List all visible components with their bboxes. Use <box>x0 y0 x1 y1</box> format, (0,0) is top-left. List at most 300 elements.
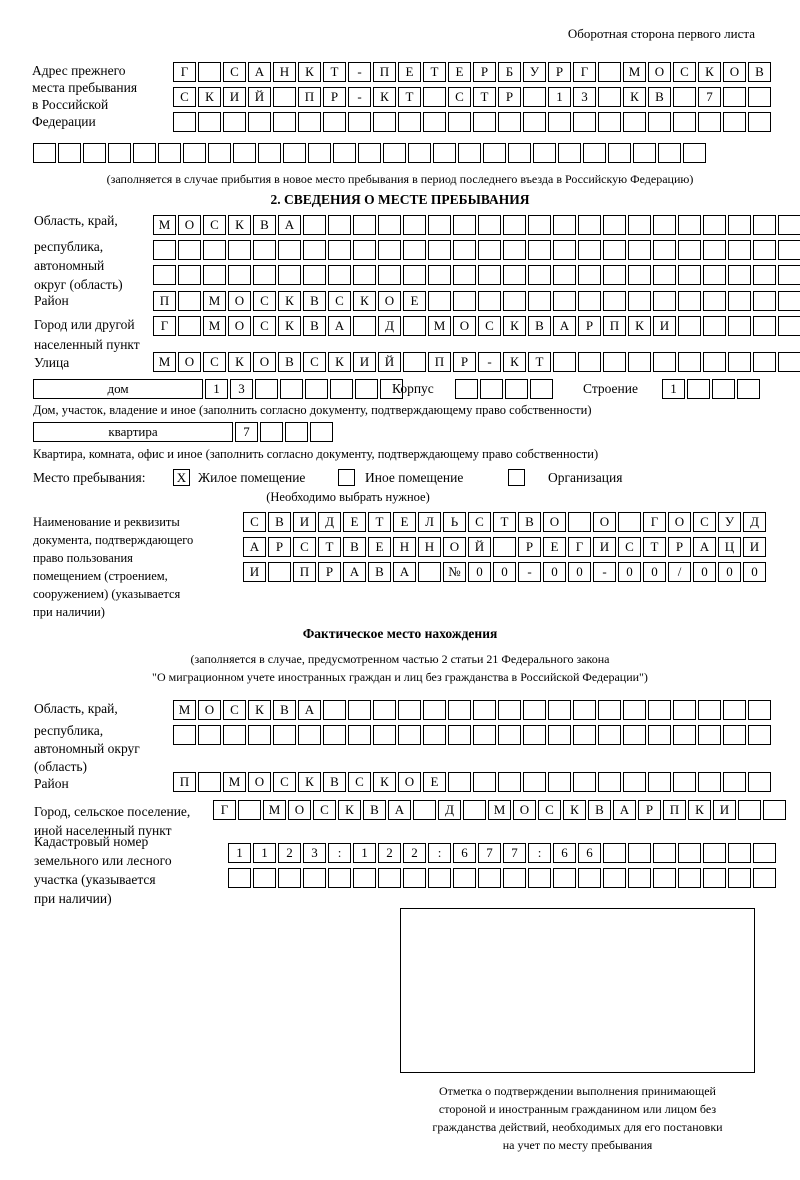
char-cell[interactable]: М <box>203 291 226 311</box>
char-cell[interactable]: Р <box>473 62 496 82</box>
char-cell[interactable]: И <box>743 537 766 557</box>
char-cell[interactable]: А <box>693 537 716 557</box>
char-cell[interactable]: Й <box>248 87 271 107</box>
char-cell[interactable] <box>178 240 201 260</box>
char-cell[interactable]: О <box>443 537 466 557</box>
char-cell[interactable]: В <box>588 800 611 820</box>
char-cell[interactable] <box>528 291 551 311</box>
char-cell[interactable] <box>58 143 81 163</box>
char-cell[interactable] <box>403 265 426 285</box>
checkbox-other-premises[interactable] <box>338 469 355 486</box>
char-cell[interactable] <box>473 772 496 792</box>
char-cell[interactable]: И <box>353 352 376 372</box>
char-cell[interactable] <box>273 725 296 745</box>
char-cell[interactable] <box>753 316 776 336</box>
char-cell[interactable] <box>503 868 526 888</box>
char-cell[interactable] <box>355 379 378 399</box>
char-cell[interactable]: А <box>243 537 266 557</box>
char-cell[interactable] <box>628 215 651 235</box>
char-cell[interactable]: К <box>198 87 221 107</box>
stamp-area[interactable] <box>400 908 755 1073</box>
char-cell[interactable]: 6 <box>578 843 601 863</box>
char-cell[interactable] <box>418 562 441 582</box>
char-cell[interactable] <box>478 240 501 260</box>
char-cell[interactable] <box>698 700 721 720</box>
char-cell[interactable]: С <box>203 215 226 235</box>
char-cell[interactable] <box>413 800 436 820</box>
char-cell[interactable]: Е <box>393 512 416 532</box>
char-cell[interactable]: С <box>348 772 371 792</box>
char-cell[interactable] <box>228 240 251 260</box>
char-cell[interactable] <box>428 240 451 260</box>
char-cell[interactable] <box>305 379 328 399</box>
char-cell[interactable] <box>458 143 481 163</box>
char-cell[interactable] <box>278 265 301 285</box>
char-cell[interactable]: К <box>228 215 251 235</box>
char-cell[interactable]: С <box>223 700 246 720</box>
char-cell[interactable]: В <box>648 87 671 107</box>
char-cell[interactable]: О <box>593 512 616 532</box>
char-cell[interactable]: П <box>173 772 196 792</box>
char-cell[interactable]: 1 <box>205 379 228 399</box>
char-cell[interactable] <box>273 112 296 132</box>
char-cell[interactable] <box>133 143 156 163</box>
char-cell[interactable] <box>453 240 476 260</box>
char-cell[interactable]: - <box>478 352 501 372</box>
char-cell[interactable] <box>178 265 201 285</box>
char-cell[interactable]: № <box>443 562 466 582</box>
char-cell[interactable]: Р <box>453 352 476 372</box>
char-cell[interactable] <box>728 316 751 336</box>
char-cell[interactable] <box>673 725 696 745</box>
char-cell[interactable] <box>678 316 701 336</box>
char-cell[interactable]: О <box>248 772 271 792</box>
char-cell[interactable] <box>83 143 106 163</box>
char-cell[interactable] <box>748 772 771 792</box>
char-cell[interactable]: / <box>668 562 691 582</box>
char-cell[interactable] <box>528 265 551 285</box>
char-cell[interactable]: С <box>243 512 266 532</box>
char-cell[interactable] <box>308 143 331 163</box>
char-cell[interactable]: А <box>613 800 636 820</box>
char-cell[interactable] <box>493 537 516 557</box>
char-cell[interactable] <box>678 240 701 260</box>
char-cell[interactable] <box>728 291 751 311</box>
char-cell[interactable] <box>258 143 281 163</box>
char-cell[interactable] <box>373 112 396 132</box>
char-cell[interactable] <box>323 725 346 745</box>
char-cell[interactable]: С <box>468 512 491 532</box>
char-cell[interactable] <box>178 291 201 311</box>
char-cell[interactable]: С <box>693 512 716 532</box>
char-cell[interactable]: Д <box>743 512 766 532</box>
char-cell[interactable] <box>678 843 701 863</box>
char-cell[interactable]: 1 <box>548 87 571 107</box>
char-cell[interactable]: К <box>353 291 376 311</box>
char-cell[interactable]: С <box>203 352 226 372</box>
char-cell[interactable]: Л <box>418 512 441 532</box>
char-cell[interactable] <box>608 143 631 163</box>
char-cell[interactable] <box>378 240 401 260</box>
char-cell[interactable] <box>523 112 546 132</box>
char-cell[interactable] <box>687 379 710 399</box>
char-cell[interactable] <box>323 112 346 132</box>
char-cell[interactable]: Т <box>473 87 496 107</box>
char-cell[interactable] <box>528 215 551 235</box>
char-cell[interactable]: М <box>428 316 451 336</box>
char-cell[interactable] <box>310 422 333 442</box>
char-cell[interactable] <box>33 143 56 163</box>
char-cell[interactable] <box>448 772 471 792</box>
char-cell[interactable] <box>603 352 626 372</box>
char-cell[interactable] <box>698 725 721 745</box>
char-cell[interactable]: И <box>223 87 246 107</box>
char-cell[interactable] <box>353 265 376 285</box>
char-cell[interactable]: М <box>153 352 176 372</box>
char-cell[interactable] <box>603 291 626 311</box>
char-cell[interactable]: Е <box>368 537 391 557</box>
char-cell[interactable] <box>498 725 521 745</box>
char-cell[interactable]: Д <box>318 512 341 532</box>
char-cell[interactable]: Г <box>643 512 666 532</box>
char-cell[interactable]: С <box>293 537 316 557</box>
char-cell[interactable]: М <box>223 772 246 792</box>
char-cell[interactable]: 0 <box>718 562 741 582</box>
char-cell[interactable] <box>253 265 276 285</box>
char-cell[interactable]: Т <box>323 62 346 82</box>
char-cell[interactable]: 0 <box>693 562 716 582</box>
char-cell[interactable] <box>578 291 601 311</box>
char-cell[interactable] <box>238 800 261 820</box>
char-cell[interactable]: Н <box>393 537 416 557</box>
char-cell[interactable]: 6 <box>453 843 476 863</box>
char-cell[interactable] <box>728 352 751 372</box>
char-cell[interactable] <box>260 422 283 442</box>
char-cell[interactable] <box>298 725 321 745</box>
char-cell[interactable] <box>598 87 621 107</box>
char-cell[interactable] <box>453 265 476 285</box>
char-cell[interactable] <box>173 112 196 132</box>
char-cell[interactable]: В <box>278 352 301 372</box>
char-cell[interactable]: К <box>298 772 321 792</box>
char-cell[interactable] <box>378 265 401 285</box>
char-cell[interactable] <box>178 316 201 336</box>
char-cell[interactable] <box>348 700 371 720</box>
char-cell[interactable]: 0 <box>543 562 566 582</box>
char-cell[interactable] <box>728 265 751 285</box>
char-cell[interactable] <box>478 215 501 235</box>
char-cell[interactable]: 1 <box>353 843 376 863</box>
char-cell[interactable]: 0 <box>568 562 591 582</box>
char-cell[interactable]: В <box>303 291 326 311</box>
char-cell[interactable] <box>703 352 726 372</box>
char-cell[interactable] <box>208 143 231 163</box>
char-cell[interactable]: М <box>263 800 286 820</box>
char-cell[interactable] <box>703 215 726 235</box>
checkbox-residential[interactable]: X <box>173 469 190 486</box>
char-cell[interactable] <box>378 215 401 235</box>
char-cell[interactable] <box>703 265 726 285</box>
char-cell[interactable]: К <box>328 352 351 372</box>
char-cell[interactable] <box>523 725 546 745</box>
char-cell[interactable] <box>673 700 696 720</box>
char-cell[interactable]: Е <box>343 512 366 532</box>
char-cell[interactable]: П <box>428 352 451 372</box>
char-cell[interactable] <box>423 87 446 107</box>
char-cell[interactable] <box>678 265 701 285</box>
char-cell[interactable] <box>373 725 396 745</box>
char-cell[interactable] <box>303 265 326 285</box>
char-cell[interactable]: К <box>688 800 711 820</box>
char-cell[interactable] <box>533 143 556 163</box>
char-cell[interactable] <box>528 240 551 260</box>
char-cell[interactable]: С <box>253 291 276 311</box>
char-cell[interactable]: Е <box>423 772 446 792</box>
char-cell[interactable] <box>428 868 451 888</box>
char-cell[interactable] <box>603 868 626 888</box>
char-cell[interactable] <box>653 868 676 888</box>
char-cell[interactable]: Д <box>438 800 461 820</box>
char-cell[interactable] <box>618 512 641 532</box>
char-cell[interactable] <box>348 112 371 132</box>
char-cell[interactable]: С <box>273 772 296 792</box>
char-cell[interactable] <box>358 143 381 163</box>
char-cell[interactable] <box>648 725 671 745</box>
char-cell[interactable] <box>173 725 196 745</box>
char-cell[interactable] <box>723 772 746 792</box>
char-cell[interactable] <box>428 265 451 285</box>
char-cell[interactable]: И <box>593 537 616 557</box>
char-cell[interactable] <box>253 868 276 888</box>
char-cell[interactable] <box>748 112 771 132</box>
char-cell[interactable]: О <box>543 512 566 532</box>
char-cell[interactable] <box>553 868 576 888</box>
char-cell[interactable] <box>448 700 471 720</box>
char-cell[interactable]: 0 <box>468 562 491 582</box>
char-cell[interactable] <box>728 868 751 888</box>
char-cell[interactable] <box>628 291 651 311</box>
char-cell[interactable] <box>328 265 351 285</box>
char-cell[interactable] <box>280 379 303 399</box>
char-cell[interactable] <box>778 291 800 311</box>
char-cell[interactable]: К <box>503 352 526 372</box>
char-cell[interactable]: А <box>343 562 366 582</box>
char-cell[interactable] <box>628 265 651 285</box>
char-cell[interactable]: 0 <box>618 562 641 582</box>
char-cell[interactable] <box>753 868 776 888</box>
char-cell[interactable] <box>528 868 551 888</box>
char-cell[interactable] <box>503 291 526 311</box>
char-cell[interactable]: К <box>563 800 586 820</box>
char-cell[interactable]: 3 <box>303 843 326 863</box>
char-cell[interactable] <box>723 725 746 745</box>
char-cell[interactable] <box>523 772 546 792</box>
char-cell[interactable]: О <box>723 62 746 82</box>
char-cell[interactable] <box>703 316 726 336</box>
char-cell[interactable]: В <box>273 700 296 720</box>
char-cell[interactable] <box>303 215 326 235</box>
char-cell[interactable] <box>403 316 426 336</box>
char-cell[interactable] <box>578 215 601 235</box>
char-cell[interactable]: 2 <box>278 843 301 863</box>
char-cell[interactable] <box>753 352 776 372</box>
char-cell[interactable] <box>383 143 406 163</box>
char-cell[interactable]: У <box>523 62 546 82</box>
char-cell[interactable] <box>198 772 221 792</box>
char-cell[interactable]: 7 <box>235 422 258 442</box>
char-cell[interactable] <box>198 112 221 132</box>
char-cell[interactable]: П <box>373 62 396 82</box>
char-cell[interactable] <box>373 700 396 720</box>
char-cell[interactable]: Б <box>498 62 521 82</box>
char-cell[interactable]: 1 <box>228 843 251 863</box>
char-cell[interactable] <box>423 700 446 720</box>
char-cell[interactable] <box>403 352 426 372</box>
char-cell[interactable] <box>703 240 726 260</box>
char-cell[interactable]: А <box>278 215 301 235</box>
char-cell[interactable]: Т <box>398 87 421 107</box>
char-cell[interactable] <box>398 700 421 720</box>
char-cell[interactable]: 3 <box>230 379 253 399</box>
char-cell[interactable]: Р <box>548 62 571 82</box>
char-cell[interactable] <box>223 725 246 745</box>
char-cell[interactable] <box>778 265 800 285</box>
char-cell[interactable] <box>778 240 800 260</box>
char-cell[interactable] <box>748 725 771 745</box>
char-cell[interactable]: Г <box>568 537 591 557</box>
char-cell[interactable]: С <box>303 352 326 372</box>
char-cell[interactable]: 6 <box>553 843 576 863</box>
char-cell[interactable]: М <box>173 700 196 720</box>
char-cell[interactable]: У <box>718 512 741 532</box>
char-cell[interactable]: А <box>388 800 411 820</box>
char-cell[interactable] <box>498 700 521 720</box>
char-cell[interactable]: Т <box>368 512 391 532</box>
char-cell[interactable]: М <box>203 316 226 336</box>
char-cell[interactable] <box>728 240 751 260</box>
char-cell[interactable] <box>298 112 321 132</box>
char-cell[interactable] <box>603 843 626 863</box>
char-cell[interactable] <box>598 700 621 720</box>
char-cell[interactable] <box>508 143 531 163</box>
char-cell[interactable] <box>378 868 401 888</box>
char-cell[interactable] <box>673 87 696 107</box>
char-cell[interactable] <box>153 240 176 260</box>
char-cell[interactable]: О <box>513 800 536 820</box>
char-cell[interactable]: О <box>253 352 276 372</box>
char-cell[interactable] <box>578 868 601 888</box>
char-cell[interactable]: О <box>228 316 251 336</box>
char-cell[interactable] <box>503 215 526 235</box>
char-cell[interactable] <box>428 215 451 235</box>
char-cell[interactable]: К <box>698 62 721 82</box>
char-cell[interactable]: П <box>298 87 321 107</box>
char-cell[interactable]: В <box>518 512 541 532</box>
char-cell[interactable]: : <box>328 843 351 863</box>
char-cell[interactable] <box>623 772 646 792</box>
char-cell[interactable]: С <box>223 62 246 82</box>
char-cell[interactable] <box>578 352 601 372</box>
char-cell[interactable]: В <box>363 800 386 820</box>
char-cell[interactable] <box>548 112 571 132</box>
char-cell[interactable]: Е <box>403 291 426 311</box>
char-cell[interactable] <box>480 379 503 399</box>
char-cell[interactable] <box>548 700 571 720</box>
char-cell[interactable] <box>568 512 591 532</box>
char-cell[interactable] <box>278 240 301 260</box>
char-cell[interactable] <box>228 868 251 888</box>
char-cell[interactable] <box>548 772 571 792</box>
checkbox-organization[interactable] <box>508 469 525 486</box>
char-cell[interactable] <box>703 843 726 863</box>
char-cell[interactable] <box>603 265 626 285</box>
char-cell[interactable] <box>748 87 771 107</box>
char-cell[interactable]: В <box>253 215 276 235</box>
char-cell[interactable]: В <box>528 316 551 336</box>
char-cell[interactable] <box>628 352 651 372</box>
char-cell[interactable]: 2 <box>403 843 426 863</box>
char-cell[interactable]: А <box>298 700 321 720</box>
char-cell[interactable]: Г <box>573 62 596 82</box>
char-cell[interactable]: К <box>248 700 271 720</box>
char-cell[interactable] <box>678 352 701 372</box>
char-cell[interactable] <box>578 265 601 285</box>
char-cell[interactable] <box>623 700 646 720</box>
char-cell[interactable] <box>403 240 426 260</box>
char-cell[interactable] <box>503 240 526 260</box>
char-cell[interactable] <box>228 265 251 285</box>
char-cell[interactable] <box>683 143 706 163</box>
char-cell[interactable] <box>583 143 606 163</box>
char-cell[interactable] <box>573 772 596 792</box>
char-cell[interactable] <box>553 240 576 260</box>
char-cell[interactable] <box>753 265 776 285</box>
char-cell[interactable] <box>505 379 528 399</box>
char-cell[interactable] <box>328 240 351 260</box>
char-cell[interactable]: 7 <box>503 843 526 863</box>
char-cell[interactable]: П <box>293 562 316 582</box>
char-cell[interactable]: С <box>313 800 336 820</box>
char-cell[interactable] <box>698 772 721 792</box>
char-cell[interactable] <box>423 725 446 745</box>
char-cell[interactable] <box>603 215 626 235</box>
char-cell[interactable] <box>330 379 353 399</box>
char-cell[interactable]: Г <box>173 62 196 82</box>
char-cell[interactable] <box>273 87 296 107</box>
char-cell[interactable]: А <box>553 316 576 336</box>
char-cell[interactable] <box>303 868 326 888</box>
char-cell[interactable]: К <box>298 62 321 82</box>
char-cell[interactable]: А <box>328 316 351 336</box>
char-cell[interactable] <box>423 112 446 132</box>
char-cell[interactable]: Р <box>323 87 346 107</box>
char-cell[interactable] <box>778 352 800 372</box>
char-cell[interactable] <box>653 265 676 285</box>
char-cell[interactable]: 1 <box>662 379 685 399</box>
char-cell[interactable] <box>303 240 326 260</box>
char-cell[interactable]: Е <box>543 537 566 557</box>
char-cell[interactable] <box>255 379 278 399</box>
char-cell[interactable]: О <box>453 316 476 336</box>
char-cell[interactable] <box>333 143 356 163</box>
char-cell[interactable] <box>483 143 506 163</box>
char-cell[interactable] <box>728 843 751 863</box>
char-cell[interactable] <box>503 265 526 285</box>
char-cell[interactable]: Е <box>398 62 421 82</box>
char-cell[interactable] <box>723 700 746 720</box>
char-cell[interactable] <box>673 112 696 132</box>
char-cell[interactable] <box>353 215 376 235</box>
